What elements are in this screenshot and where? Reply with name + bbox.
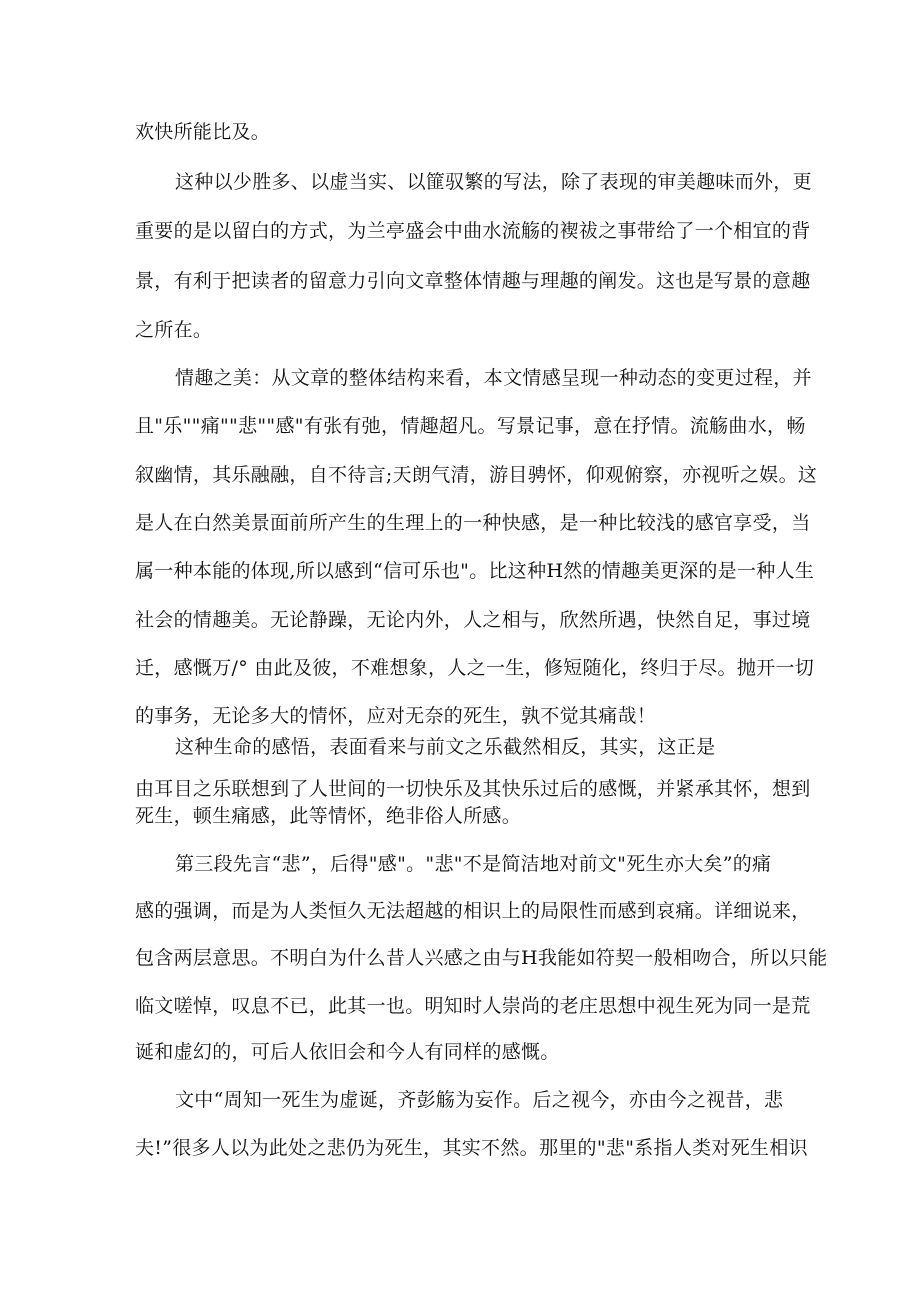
text-line: 情趣之美：从文章的整体结构来看，本文情感呈现一种动态的变更过程，并 xyxy=(175,367,812,389)
text-line: 夫!”很多人以为此处之悲仍为死生，其实不然。那里的"悲"系指人类对死生相识 xyxy=(135,1137,808,1159)
text-line: 临文嗟悼，叹息不已，此其一也。明知时人崇尚的老庄思想中视生死为同一是荒 xyxy=(135,995,811,1017)
text-line: 属一种本能的体现,所以感到“信可乐也"。比这种H然的情趣美更深的是一种人生 xyxy=(135,560,815,582)
text-line: 感的强调，而是为人类恒久无法超越的相识上的局限性而感到哀痛。详细说来， xyxy=(135,900,811,922)
text-line: 且"乐""痛""悲""感"有张有弛，情趣超凡。写景记事，意在抒情。流觞曲水，畅 xyxy=(135,415,806,437)
text-line: 这种以少胜多、以虚当实、以篚驭繁的写法，除了表现的审美趣味而外，更 xyxy=(175,171,812,193)
text-line: 景，有利于把读者的留意力引向文章整体情趣与理趣的阐发。这也是写景的意趣 xyxy=(135,270,811,292)
text-line: 的事务，无论多大的情怀，应对无奈的死生，孰不觉其痛哉！ xyxy=(135,705,657,727)
text-line: 迁，感慨万/° 由此及彼，不难想象，人之一生，修短随化，终归于尽。抛开一切 xyxy=(135,657,815,679)
text-line: 包含两层意思。不明白为什么昔人兴感之由与H我能如符契一般相吻合，所以只能 xyxy=(135,947,828,969)
text-line: 之所在。 xyxy=(135,319,213,341)
text-line: 诞和虚幻的，可后人依旧会和今人有同样的感慨。 xyxy=(135,1041,560,1063)
text-line: 叙幽情，其乐融融，自不待言;天朗气清，游目骋怀，仰观俯察，亦视听之娱。这 xyxy=(135,464,818,486)
text-line: 是人在白然美景面前所产生的生理上的一种快感，是一种比较浅的感官享受，当 xyxy=(135,512,811,534)
text-line: 社会的情趣美。无论静躁，无论内外，人之相与，欣然所遇，快然自足，事过境 xyxy=(135,609,811,631)
text-line: 文中“周知一死生为虚诞，齐彭觞为妄作。后之视今，亦由今之视昔，悲 xyxy=(175,1089,784,1111)
text-line: 重要的是以留白的方式，为兰亭盛会中曲水流觞的褉祓之事带给了一个相宜的背 xyxy=(135,220,811,242)
text-line: 第三段先言“悲”，后得"感"。"悲"不是简洁地对前文"死生亦大矣”的痛 xyxy=(175,853,772,875)
text-line: 由耳目之乐联想到了人世间的一切快乐及其快乐过后的感慨，并紧承其怀，想到 xyxy=(135,778,811,800)
text-line: 这种生命的感悟，表面看来与前文之乐截然相反，其实，这正是 xyxy=(175,736,716,758)
text-line: 死生，顿生痛感，此等情怀，绝非俗人所感。 xyxy=(135,805,522,827)
text-line: 欢快所能比及。 xyxy=(135,121,271,143)
